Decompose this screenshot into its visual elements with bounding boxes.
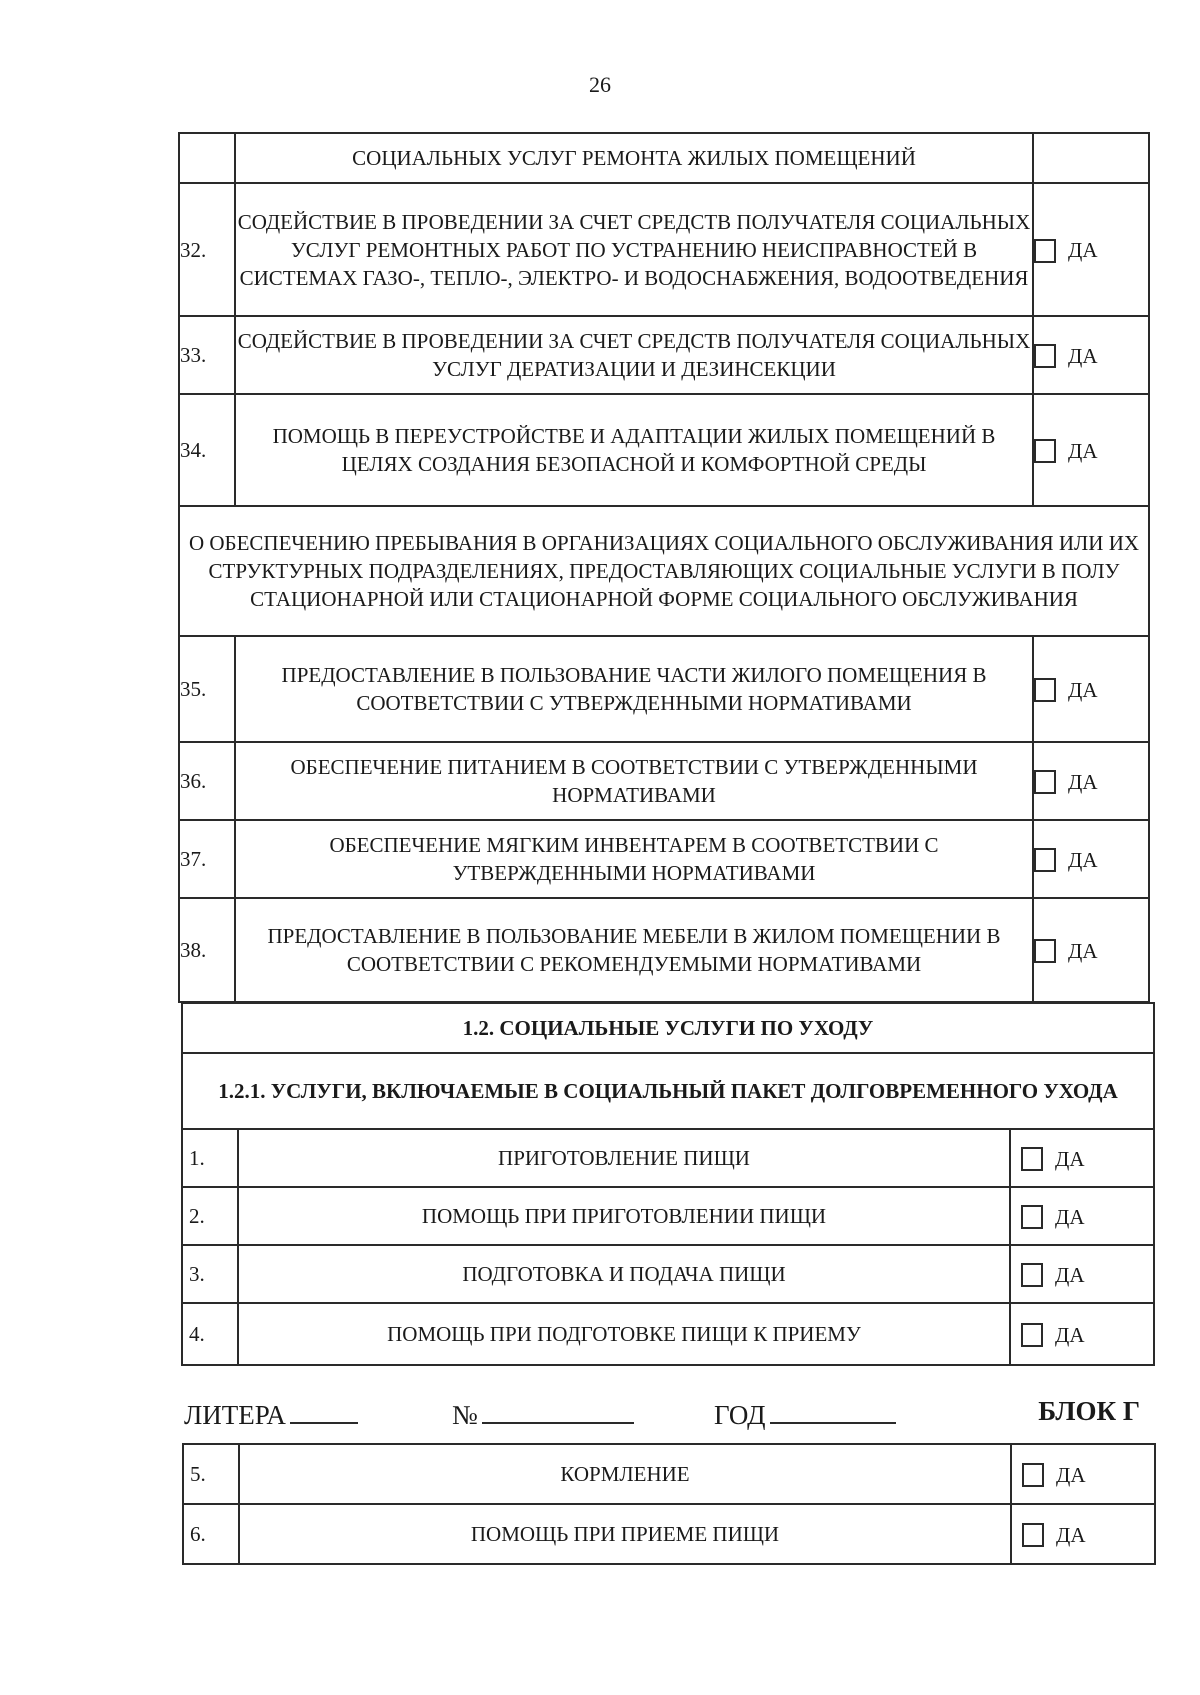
section-heading-row — [179, 506, 1149, 636]
litera-field — [184, 1396, 358, 1431]
checkbox-label: ДА — [1055, 1263, 1085, 1288]
checkbox-square-icon — [1021, 1205, 1043, 1229]
service-description: ПОМОЩЬ ПРИ ПРИГОТОВЛЕНИИ ПИЩИ — [238, 1187, 1010, 1245]
yes-checkbox[interactable] — [1010, 1245, 1154, 1303]
year-field — [714, 1396, 896, 1431]
service-description: КОРМЛЕНИЕ — [239, 1444, 1011, 1504]
table-row — [183, 1444, 1155, 1504]
number-cell — [179, 133, 235, 183]
checkbox-square-icon — [1021, 1323, 1043, 1347]
checkbox-square-icon — [1034, 770, 1056, 794]
table-row — [182, 1245, 1154, 1303]
table-row — [179, 394, 1149, 506]
checkbox-square-icon — [1034, 678, 1056, 702]
item-number: 5. — [183, 1444, 239, 1504]
checkbox-label: ДА — [1068, 678, 1098, 703]
document-id-line — [184, 1396, 1140, 1436]
service-description: СОДЕЙСТВИЕ В ПРОВЕДЕНИИ ЗА СЧЕТ СРЕДСТВ ПОЛУЧАТЕЛЯ СОЦИАЛЬНЫХ УСЛУГ ДЕРАТИЗАЦИИ И ДЕЗИНСЕКЦИИ — [235, 316, 1033, 394]
service-description: ПОДГОТОВКА И ПОДАЧА ПИЩИ — [238, 1245, 1010, 1303]
checkbox-label: ДА — [1056, 1523, 1086, 1548]
yes-checkbox[interactable] — [1033, 820, 1149, 898]
litera-label: ЛИТЕРА — [184, 1400, 286, 1430]
section-heading-row — [182, 1053, 1154, 1129]
item-number: 37. — [179, 820, 235, 898]
care-heading: 1.2. СОЦИАЛЬНЫЕ УСЛУГИ ПО УХОДУ — [182, 1003, 1154, 1053]
service-description: ОБЕСПЕЧЕНИЕ ПИТАНИЕМ В СООТВЕТСТВИИ С УТВЕРЖДЕННЫМИ НОРМАТИВАМИ — [235, 742, 1033, 820]
checkbox-label: ДА — [1055, 1205, 1085, 1230]
checkbox-label: ДА — [1068, 770, 1098, 795]
table-row — [179, 636, 1149, 742]
yes-checkbox[interactable] — [1033, 394, 1149, 506]
table-row — [182, 1129, 1154, 1187]
checkbox-square-icon — [1021, 1147, 1043, 1171]
service-description: СОДЕЙСТВИЕ В ПРОВЕДЕНИИ ЗА СЧЕТ СРЕДСТВ ПОЛУЧАТЕЛЯ СОЦИАЛЬНЫХ УСЛУГ РЕМОНТНЫХ РАБОТ ПО УСТРАНЕНИЮ НЕИСПРАВНОСТЕЙ В СИСТЕМАХ ГАЗО-, ТЕПЛО-, ЭЛЕКТРО- И ВОДОСНАБЖЕНИЯ, ВОДООТВЕДЕНИЯ — [235, 183, 1033, 316]
yes-checkbox[interactable] — [1010, 1303, 1154, 1365]
service-description: ОБЕСПЕЧЕНИЕ МЯГКИМ ИНВЕНТАРЕМ В СООТВЕТСТВИИ С УТВЕРЖДЕННЫМИ НОРМАТИВАМИ — [235, 820, 1033, 898]
checkbox-label: ДА — [1068, 344, 1098, 369]
yes-checkbox[interactable] — [1010, 1129, 1154, 1187]
table-row — [183, 1504, 1155, 1564]
checkbox-label: ДА — [1055, 1147, 1085, 1172]
item-number: 33. — [179, 316, 235, 394]
table-row — [179, 742, 1149, 820]
item-number: 4. — [182, 1303, 238, 1365]
service-description: ПОМОЩЬ В ПЕРЕУСТРОЙСТВЕ И АДАПТАЦИИ ЖИЛЫХ ПОМЕЩЕНИЙ В ЦЕЛЯХ СОЗДАНИЯ БЕЗОПАСНОЙ И КОМФОРТНОЙ СРЕДЫ — [235, 394, 1033, 506]
yes-checkbox[interactable] — [1033, 898, 1149, 1002]
item-number: 38. — [179, 898, 235, 1002]
yes-checkbox[interactable] — [1011, 1444, 1155, 1504]
item-number: 34. — [179, 394, 235, 506]
table-row — [179, 316, 1149, 394]
yes-checkbox[interactable] — [1033, 636, 1149, 742]
check-cell — [1033, 133, 1149, 183]
checkbox-label: ДА — [1068, 439, 1098, 464]
package-heading: 1.2.1. УСЛУГИ, ВКЛЮЧАЕМЫЕ В СОЦИАЛЬНЫЙ ПАКЕТ ДОЛГОВРЕМЕННОГО УХОДА — [182, 1053, 1154, 1129]
service-description: ПРЕДОСТАВЛЕНИЕ В ПОЛЬЗОВАНИЕ МЕБЕЛИ В ЖИЛОМ ПОМЕЩЕНИИ В СООТВЕТСТВИИ С РЕКОМЕНДУЕМЫМИ НОРМАТИВАМИ — [235, 898, 1033, 1002]
item-number: 32. — [179, 183, 235, 316]
year-blank[interactable] — [770, 1396, 896, 1424]
item-number: 6. — [183, 1504, 239, 1564]
number-blank[interactable] — [482, 1396, 634, 1424]
checkbox-square-icon — [1022, 1523, 1044, 1547]
item-number: 3. — [182, 1245, 238, 1303]
item-number: 36. — [179, 742, 235, 820]
service-description: ПОМОЩЬ ПРИ ПРИЕМЕ ПИЩИ — [239, 1504, 1011, 1564]
checkbox-square-icon — [1021, 1263, 1043, 1287]
table-row — [179, 183, 1149, 316]
checkbox-square-icon — [1034, 239, 1056, 263]
page-number: 26 — [589, 72, 611, 97]
table-row — [179, 133, 1149, 183]
yes-checkbox[interactable] — [1033, 742, 1149, 820]
checkbox-label: ДА — [1068, 939, 1098, 964]
care-services-table — [181, 1002, 1155, 1366]
litera-blank[interactable] — [290, 1396, 358, 1424]
block-label: БЛОК Г — [1038, 1396, 1140, 1426]
table-row — [182, 1303, 1154, 1365]
section-heading-row — [182, 1003, 1154, 1053]
service-continuation: СОЦИАЛЬНЫХ УСЛУГ РЕМОНТА ЖИЛЫХ ПОМЕЩЕНИЙ — [235, 133, 1033, 183]
checkbox-square-icon — [1034, 344, 1056, 368]
number-field — [452, 1396, 634, 1431]
number-label: № — [452, 1400, 478, 1430]
yes-checkbox[interactable] — [1011, 1504, 1155, 1564]
service-description: ПРИГОТОВЛЕНИЕ ПИЩИ — [238, 1129, 1010, 1187]
item-number: 1. — [182, 1129, 238, 1187]
section-heading: О ОБЕСПЕЧЕНИЮ ПРЕБЫВАНИЯ В ОРГАНИЗАЦИЯХ СОЦИАЛЬНОГО ОБСЛУЖИВАНИЯ ИЛИ ИХ СТРУКТУРНЫХ ПОДРАЗДЕЛЕНИЯХ, ПРЕДОСТАВЛЯЮЩИХ СОЦИАЛЬНЫЕ УСЛУГИ В ПОЛУ СТАЦИОНАРНОЙ ИЛИ СТАЦИОНАРНОЙ ФОРМЕ СОЦИАЛЬНОГО ОБСЛУЖИВАНИЯ — [179, 506, 1149, 636]
service-description: ПОМОЩЬ ПРИ ПОДГОТОВКЕ ПИЩИ К ПРИЕМУ — [238, 1303, 1010, 1365]
checkbox-square-icon — [1022, 1463, 1044, 1487]
table-row — [179, 898, 1149, 1002]
services-table-top — [178, 132, 1150, 1003]
checkbox-square-icon — [1034, 939, 1056, 963]
service-description: ПРЕДОСТАВЛЕНИЕ В ПОЛЬЗОВАНИЕ ЧАСТИ ЖИЛОГО ПОМЕЩЕНИЯ В СООТВЕТСТВИИ С УТВЕРЖДЕННЫМИ НОРМАТИВАМИ — [235, 636, 1033, 742]
checkbox-label: ДА — [1055, 1323, 1085, 1348]
yes-checkbox[interactable] — [1033, 316, 1149, 394]
checkbox-label: ДА — [1068, 238, 1098, 263]
checkbox-label: ДА — [1068, 848, 1098, 873]
table-row — [179, 820, 1149, 898]
checkbox-label: ДА — [1056, 1463, 1086, 1488]
checkbox-square-icon — [1034, 439, 1056, 463]
year-label: ГОД — [714, 1400, 766, 1430]
item-number: 2. — [182, 1187, 238, 1245]
services-table-block-g — [182, 1443, 1156, 1565]
checkbox-square-icon — [1034, 848, 1056, 872]
table-row — [182, 1187, 1154, 1245]
yes-checkbox[interactable] — [1010, 1187, 1154, 1245]
item-number: 35. — [179, 636, 235, 742]
yes-checkbox[interactable] — [1033, 183, 1149, 316]
